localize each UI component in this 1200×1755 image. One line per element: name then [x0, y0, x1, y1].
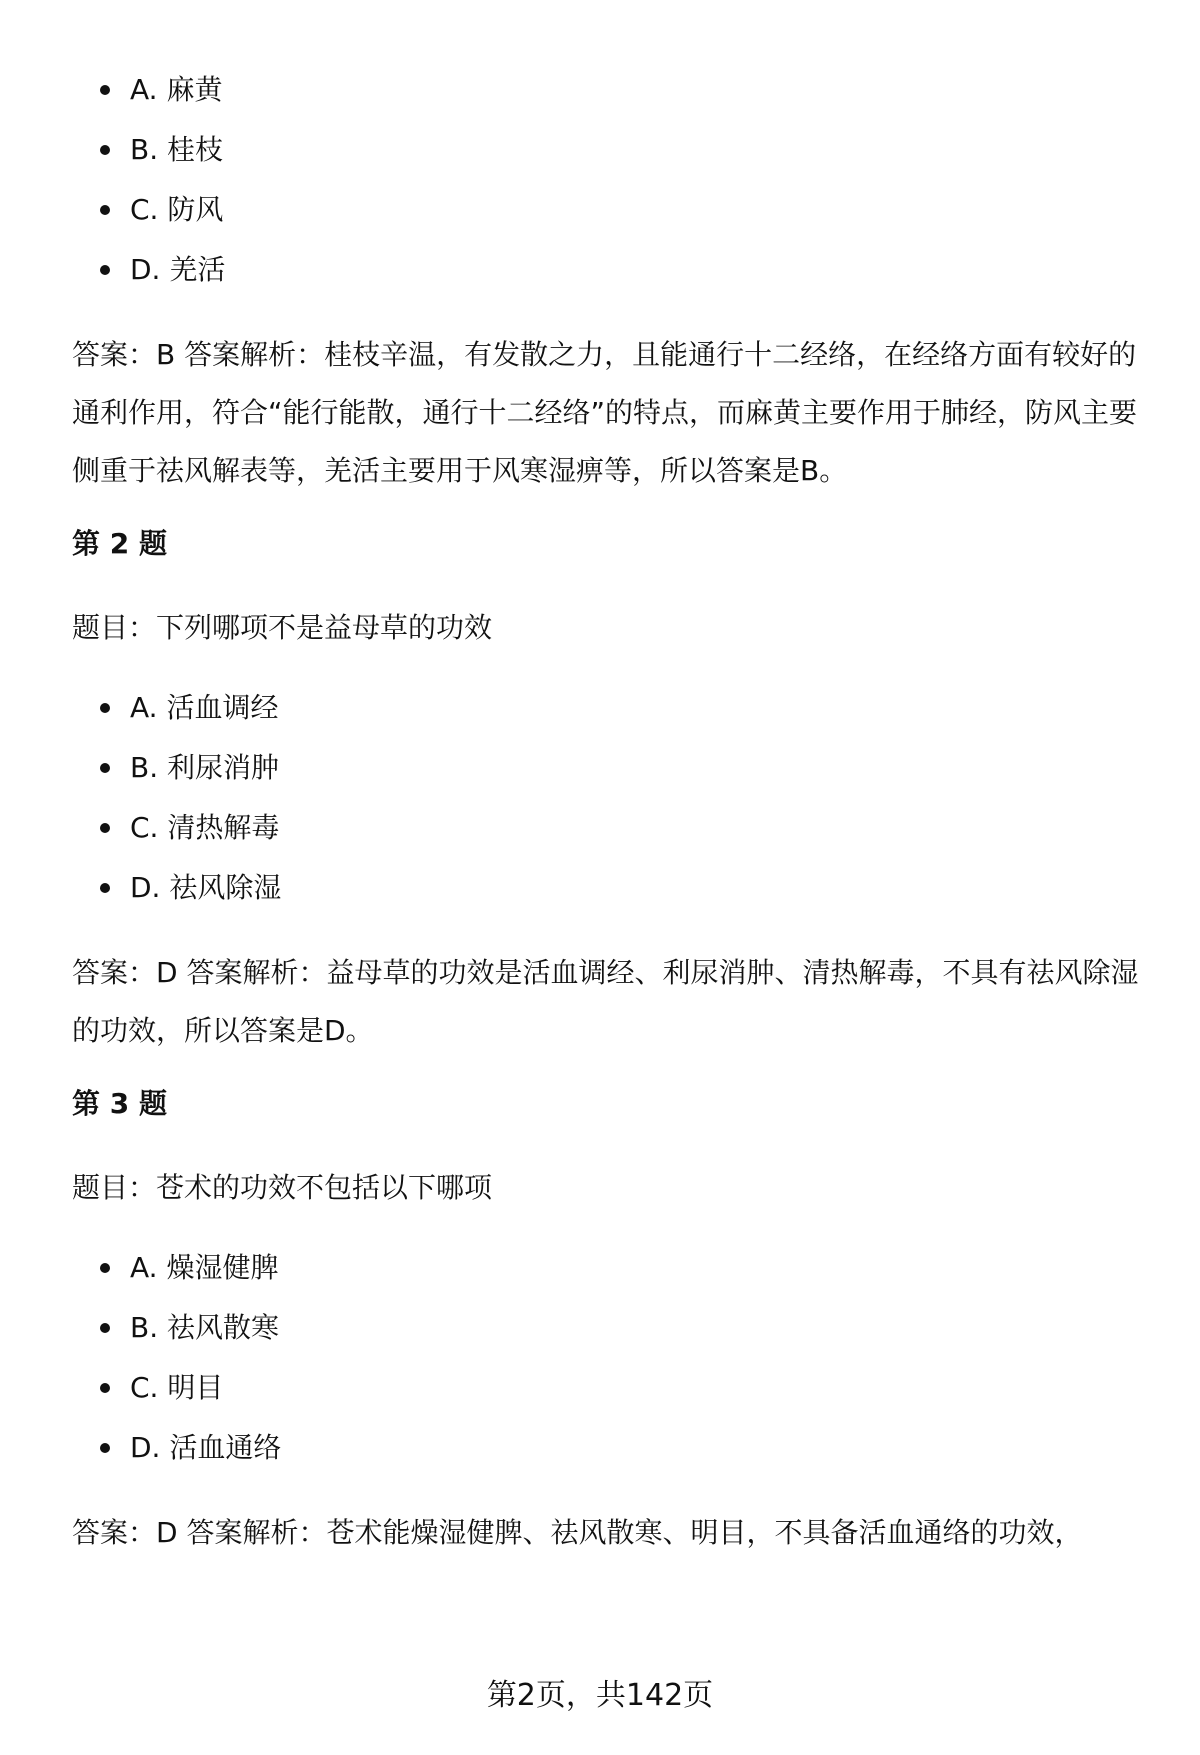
- q2-stem: 题目：下列哪项不是益母草的功效: [72, 611, 493, 644]
- q3-option-a: A. 燥湿健脾: [100, 1238, 1148, 1298]
- q2-options-list: [72, 678, 1148, 918]
- q1-options-list: [72, 60, 1148, 300]
- q2-option-b: B. 利尿消肿: [100, 738, 1148, 798]
- page-content: [72, 60, 1148, 1562]
- q3-option-d: D. 活血通络: [100, 1418, 1148, 1478]
- q1-option-d: D. 羌活: [100, 240, 1148, 300]
- q2-heading: 第 2 题: [72, 527, 167, 560]
- q3-answer: 答案：D 答案解析：苍术能燥湿健脾、祛风散寒、明目，不具备活血通络的功效，: [72, 1516, 1083, 1549]
- q3-option-b: B. 祛风散寒: [100, 1298, 1148, 1358]
- q3-option-c: C. 明目: [100, 1358, 1148, 1418]
- q3-heading: 第 3 题: [72, 1087, 167, 1120]
- q1-option-b: B. 桂枝: [100, 120, 1148, 180]
- q2-option-a: A. 活血调经: [100, 678, 1148, 738]
- page-number-footer: 第2页，共142页: [486, 1678, 714, 1713]
- q1-option-c: C. 防风: [100, 180, 1148, 240]
- q1-answer: 答案：B 答案解析：桂枝辛温，有发散之力，且能通行十二经络，在经络方面有较好的通利作用，符合“能行能散，通行十二经络”的特点，而麻黄主要作用于肺经，防风主要侧重于祛风解表等，羌活主要用于风寒湿痹等，所以答案是B。: [72, 338, 1138, 487]
- q2-option-c: C. 清热解毒: [100, 798, 1148, 858]
- q1-option-a: A. 麻黄: [100, 60, 1148, 120]
- q3-options-list: [72, 1238, 1148, 1478]
- q2-option-d: D. 祛风除湿: [100, 858, 1148, 918]
- q2-answer: 答案：D 答案解析：益母草的功效是活血调经、利尿消肿、清热解毒，不具有祛风除湿的功效，所以答案是D。: [72, 956, 1139, 1047]
- q3-stem: 题目：苍术的功效不包括以下哪项: [72, 1171, 493, 1204]
